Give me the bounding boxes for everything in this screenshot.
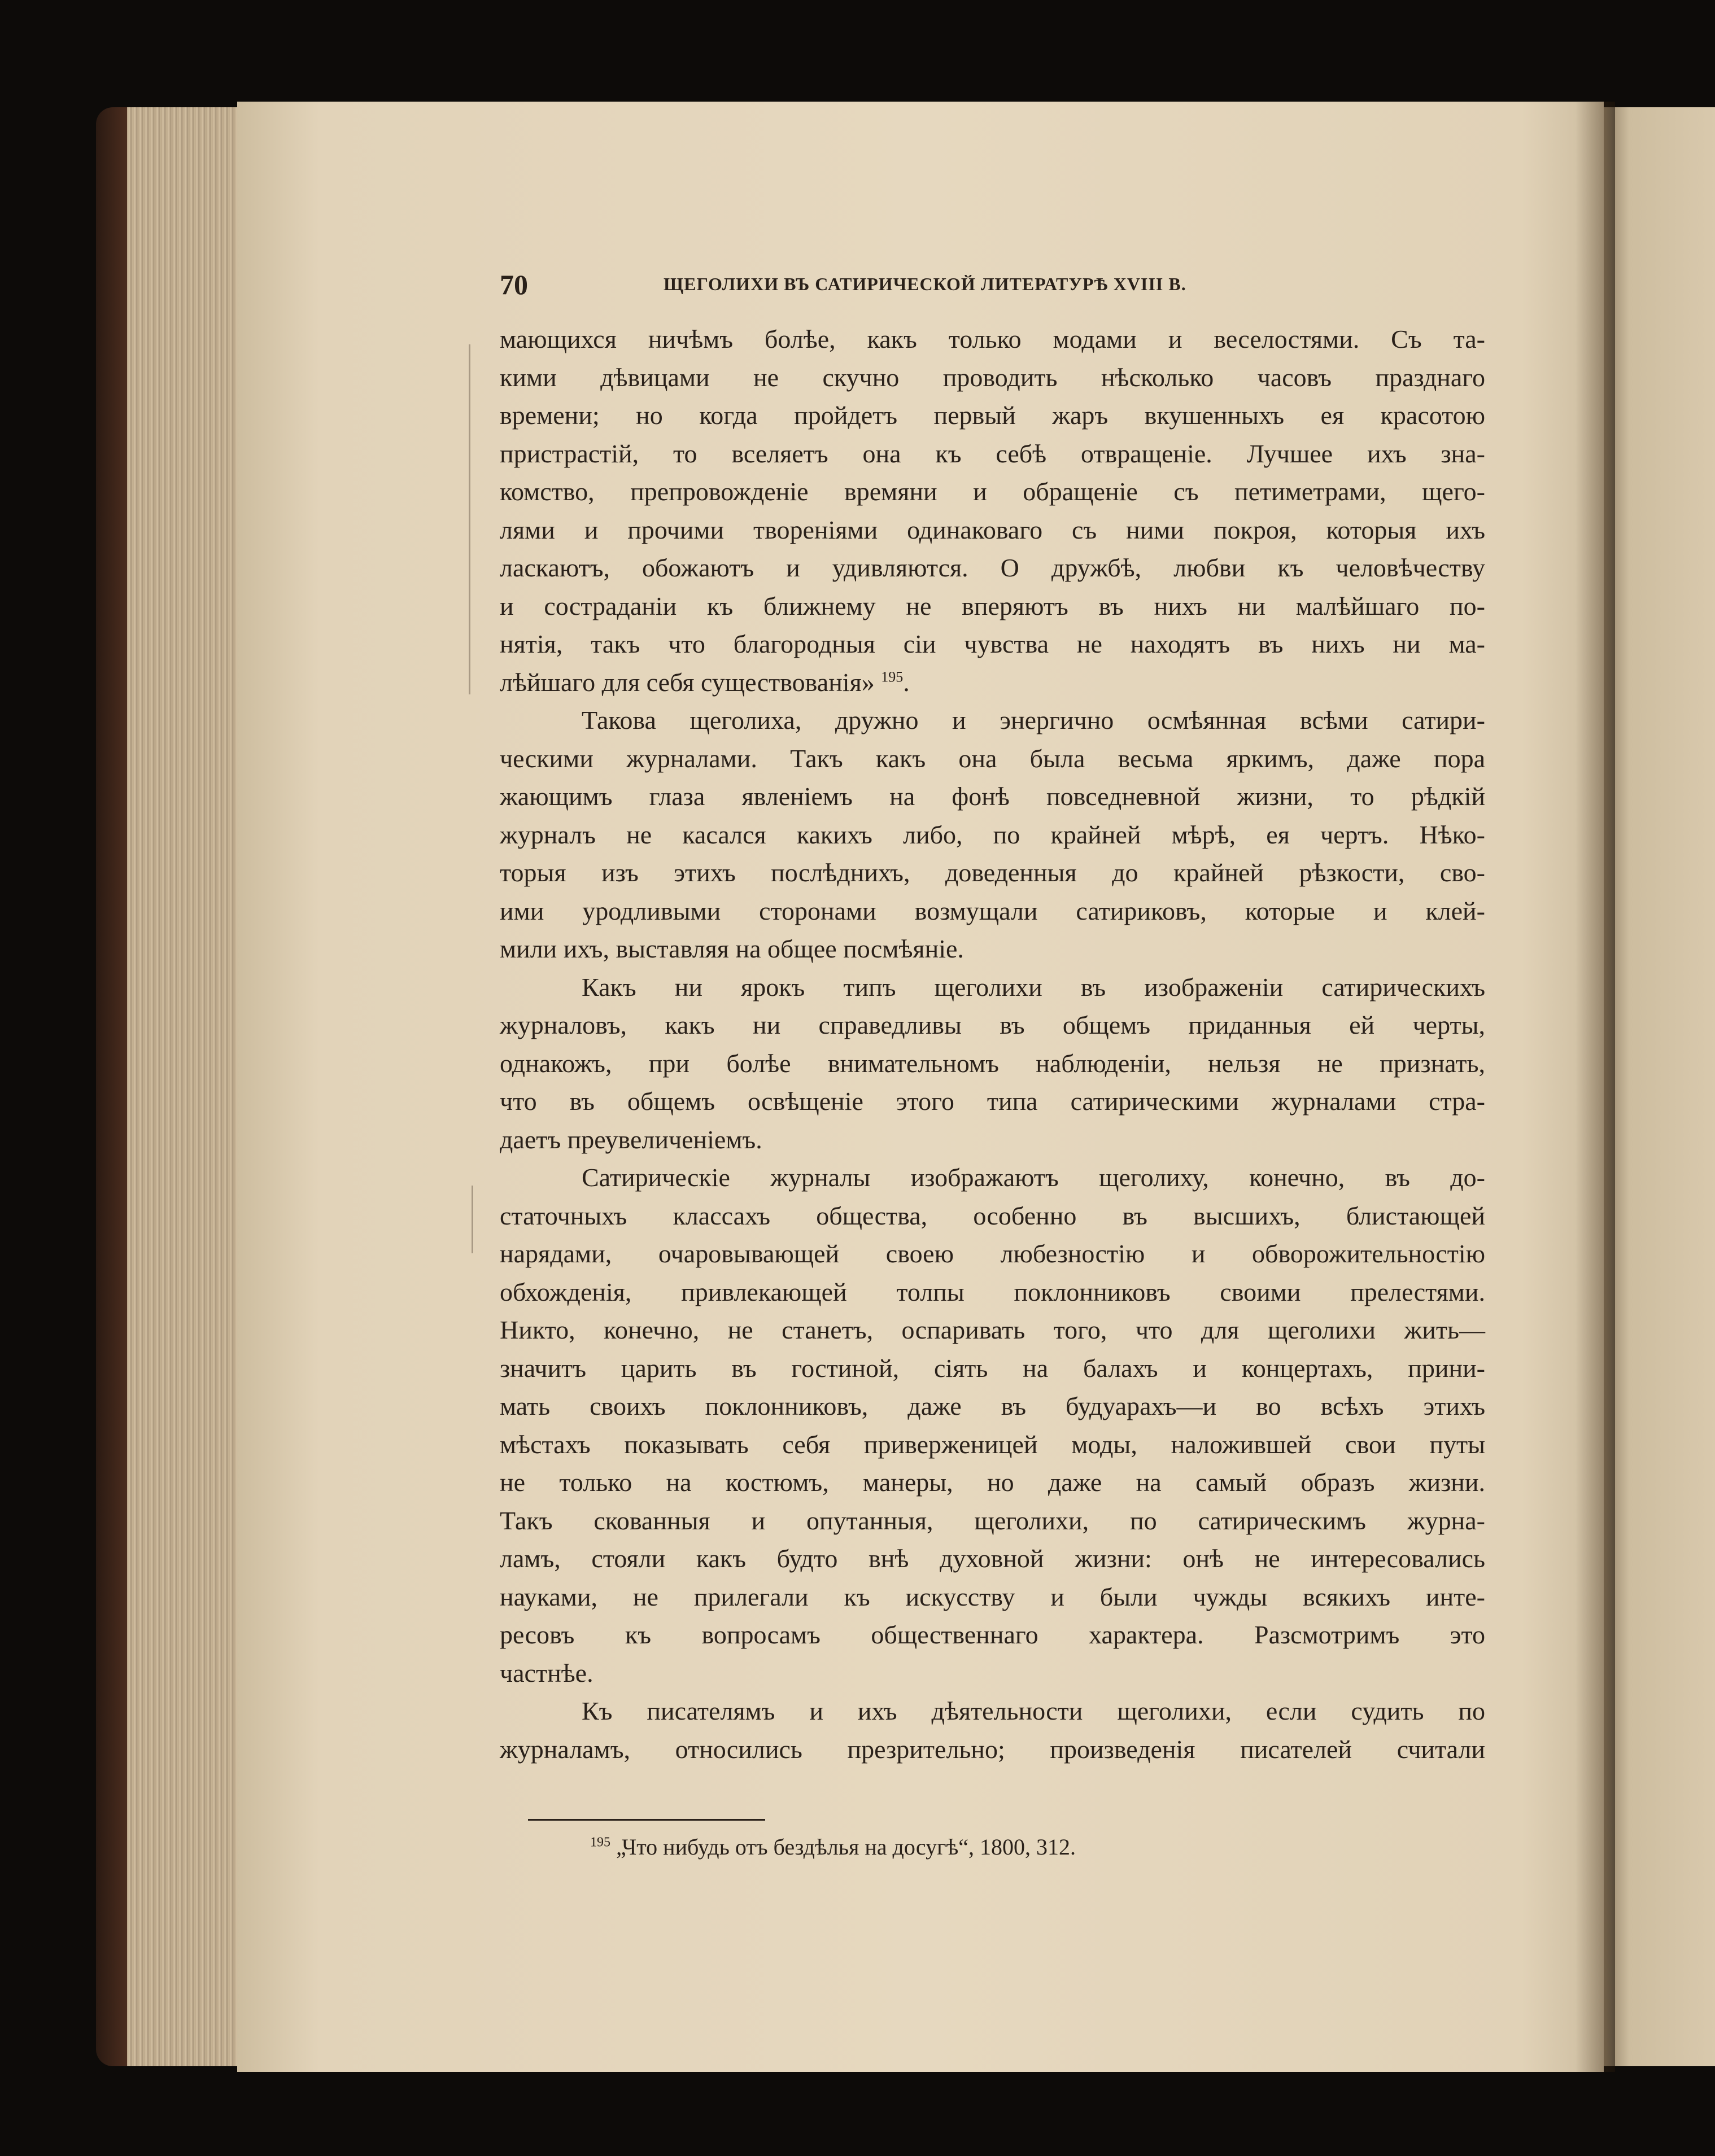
gutter-shadow [1576, 102, 1615, 2072]
text-line-content: лѣйшаго для себя существованія» [500, 667, 875, 697]
page-number: 70 [500, 269, 528, 300]
text-line: что въ общемъ освѣщеніе этого типа сатирическими журналами стра- [500, 1087, 1485, 1116]
text-line: комство, препровожденіе времяни и обращеніе съ петиметрами, щего- [500, 477, 1485, 506]
text-line: науками, не прилегали къ искусству и были чужды всякихъ инте- [500, 1582, 1485, 1611]
text-line: торыя изъ этихъ послѣднихъ, доведенныя до крайней рѣзкости, сво- [500, 858, 1485, 887]
text-line: Какъ ни ярокъ типъ щеголихи въ изображеніи сатирическихъ [582, 972, 1485, 1002]
text-line: мили ихъ, выставляя на общее посмѣяніе. [500, 934, 964, 963]
text-line: нарядами, очаровывающей своею любезностію и обворожительностію [500, 1239, 1485, 1268]
page-header [500, 268, 1485, 308]
footnote-text: „Что нибудь отъ бездѣлья на досугѣ“, 1800, 312. [616, 1834, 1076, 1860]
text-line [500, 663, 1485, 702]
text-line: ламъ, стояли какъ будто внѣ духовной жизни: онѣ не интересовались [500, 1544, 1485, 1573]
text-line: однакожъ, при болѣе внимательномъ наблюденіи, нельзя не признать, [500, 1048, 1485, 1078]
text-line: Такъ скованныя и опутанныя, щеголихи, по сатирическимъ журна- [500, 1506, 1485, 1535]
sentence-end: . [903, 667, 910, 697]
paragraph-2 [500, 701, 1485, 968]
footnote-divider [528, 1819, 765, 1821]
page-edges [127, 107, 246, 2066]
text-line: частнѣе. [500, 1658, 594, 1687]
text-line: ласкаютъ, обожаютъ и удивляются. О дружбѣ, любви къ человѣчеству [500, 553, 1485, 582]
footnote [590, 1834, 1076, 1860]
paragraph-1 [500, 320, 1485, 701]
paragraph-5 [500, 1692, 1485, 1768]
pencil-margin-mark [469, 344, 470, 694]
text-line: Такова щеголиха, дружно и энергично осмѣянная всѣми сатири- [582, 706, 1485, 734]
paragraph-3 [500, 968, 1485, 1159]
text-line: жающимъ глаза явленіемъ на фонѣ повседневной жизни, то рѣдкій [500, 782, 1485, 811]
facing-page-edge [1601, 107, 1715, 2066]
paragraph-4 [500, 1158, 1485, 1692]
footnote-reference: 195 [881, 668, 904, 685]
text-line: и состраданіи къ ближнему не вперяютъ въ нихъ ни малѣйшаго по- [500, 591, 1485, 620]
text-line: Сатирическіе журналы изображаютъ щеголиху, конечно, въ до- [582, 1163, 1485, 1192]
running-title: ЩЕГОЛИХИ ВЪ САТИРИЧЕСКОЙ ЛИТЕРАТУРѢ XVIII В. [664, 274, 1186, 294]
text-line: журналовъ, какъ ни справедливы въ общемъ приданныя ей черты, [500, 1011, 1485, 1039]
text-line: нятія, такъ что благородныя сіи чувства не находятъ въ нихъ ни ма- [500, 629, 1485, 658]
text-line: журналамъ, относились презрительно; произведенія писателей считали [500, 1734, 1485, 1764]
text-line: даетъ преувеличеніемъ. [500, 1125, 762, 1154]
text-line: статочныхъ классахъ общества, особенно въ высшихъ, блистающей [500, 1201, 1485, 1230]
text-line: времени; но когда пройдетъ первый жаръ вкушенныхъ ея красотою [500, 401, 1485, 430]
text-line: ческими журналами. Такъ какъ она была весьма яркимъ, даже пора [500, 744, 1485, 773]
text-line: кими дѣвицами не скучно проводить нѣсколько часовъ празднаго [500, 362, 1485, 392]
text-line: мать своихъ поклонниковъ, даже въ будуарахъ—и во всѣхъ этихъ [500, 1392, 1485, 1420]
pencil-margin-mark [472, 1186, 473, 1253]
footnote-number: 195 [590, 1835, 610, 1850]
page-content [500, 268, 1485, 1768]
text-line: мающихся ничѣмъ болѣе, какъ только модами и веселостями. Съ та- [500, 325, 1485, 353]
text-line: пристрастій, то вселяетъ она къ себѣ отвращеніе. Лучшее ихъ зна- [500, 439, 1485, 468]
text-line: не только на костюмъ, манеры, но даже на самый образъ жизни. [500, 1468, 1485, 1497]
text-line: мѣстахъ показывать себя приверженицей моды, наложившей свои путы [500, 1429, 1485, 1459]
text-line: Никто, конечно, не станетъ, оспаривать того, что для щеголихи жить— [500, 1315, 1485, 1344]
text-line: обхожденія, привлекающей толпы поклонниковъ своими прелестями. [500, 1277, 1485, 1306]
text-line: лями и прочими твореніями одинаковаго съ ними покроя, которыя ихъ [500, 515, 1485, 544]
text-line: значитъ царить въ гостиной, сіять на балахъ и концертахъ, прини- [500, 1353, 1485, 1383]
text-line: ими уродливыми сторонами возмущали сатириковъ, которые и клей- [500, 896, 1485, 925]
text-line: журналъ не касался какихъ либо, по крайней мѣрѣ, ея чертъ. Нѣко- [500, 820, 1485, 849]
text-line: Къ писателямъ и ихъ дѣятельности щеголихи, если судить по [582, 1696, 1485, 1725]
text-line: ресовъ къ вопросамъ общественнаго характера. Разсмотримъ это [500, 1620, 1485, 1649]
